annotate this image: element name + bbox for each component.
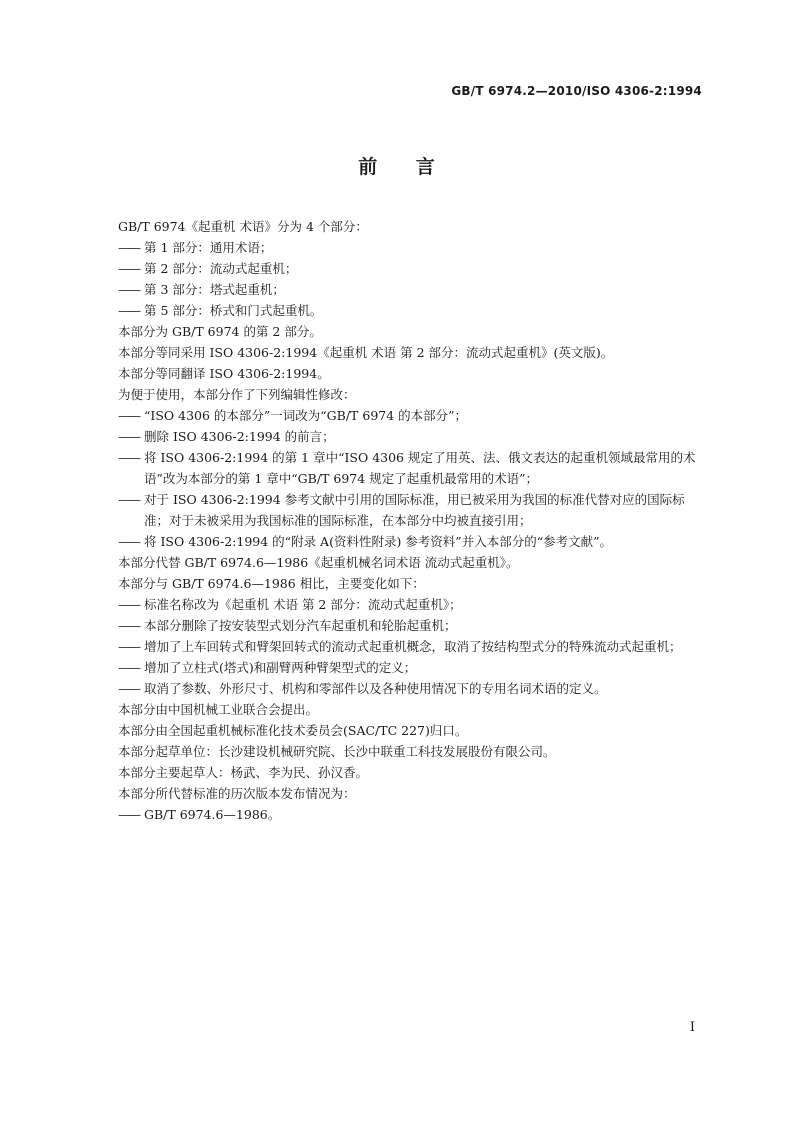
list-item-text: 第 5 部分：桥式和门式起重机。 [144,303,323,318]
dash-mark: —— [118,618,139,633]
paragraph: 本部分由全国起重机械标准化技术委员会(SAC/TC 227)归口。 [118,723,468,738]
dash-mark: —— [118,597,139,612]
list-item [118,489,708,531]
list-item-text: 将 ISO 4306-2:1994 的第 1 章中“ISO 4306 规定了用英、法、俄文表达的起重机领域最常用的术语”改为本部分的第 1 章中“GB/T 6974 规定了起重机最常用的术语”； [144,450,696,486]
list-item [118,678,708,699]
list-item-text: 增加了立柱式(塔式)和副臂两种臂架型式的定义； [144,660,417,675]
list-item-text: GB/T 6974.6—1986。 [144,807,281,822]
paragraph: 为便于使用，本部分作了下列编辑性修改： [118,387,356,402]
paragraph: 本部分为 GB/T 6974 的第 2 部分。 [118,324,322,339]
list-item [118,237,708,258]
list-item [118,447,708,489]
list-item-text: 将 ISO 4306-2:1994 的“附录 A(资料性附录) 参考资料”并入本部分的“参考文献”。 [144,534,612,549]
paragraph: 本部分代替 GB/T 6974.6—1986《起重机械名词术语 流动式起重机》。 [118,555,519,570]
paragraph: 本部分与 GB/T 6974.6—1986 相比，主要变化如下： [118,576,425,591]
list-item-text: 删除 ISO 4306-2:1994 的前言； [144,429,335,444]
list-item-text: 第 1 部分：通用术语； [144,240,273,255]
foreword-body [118,216,708,825]
dash-mark: —— [118,282,139,297]
dash-mark: —— [118,534,139,549]
page-number: I [689,1020,695,1035]
list-item [118,657,708,678]
dash-mark: —— [118,261,139,276]
list-item [118,405,708,426]
list-item-text: 标准名称改为《起重机 术语 第 2 部分：流动式起重机》； [144,597,462,612]
list-item [118,426,708,447]
dash-mark: —— [118,408,139,423]
dash-mark: —— [118,303,139,318]
list-item [118,300,708,321]
paragraph: 本部分由中国机械工业联合会提出。 [118,702,319,717]
dash-mark: —— [118,429,139,444]
paragraph: 本部分等同翻译 ISO 4306-2:1994。 [118,366,330,381]
dash-mark: —— [118,240,139,255]
list-item-text: 本部分删除了按安装型式划分汽车起重机和轮胎起重机； [144,618,457,633]
list-item-text: 对于 ISO 4306-2:1994 参考文献中引用的国际标准，用已被采用为我国的标准代替对应的国际标准；对于未被采用为我国标准的国际标准，在本部分中均被直接引用； [144,492,685,528]
list-item-text: 第 2 部分：流动式起重机； [144,261,298,276]
paragraph: 本部分主要起草人：杨武、李为民、孙汉香。 [118,765,369,780]
paragraph: GB/T 6974《起重机 术语》分为 4 个部分： [118,219,368,234]
dash-mark: —— [118,681,139,696]
dash-mark: —— [118,450,139,465]
list-item-text: 增加了上车回转式和臂架回转式的流动式起重机概念，取消了按结构型式分的特殊流动式起重机； [144,639,682,654]
paragraph: 本部分等同采用 ISO 4306-2:1994《起重机 术语 第 2 部分：流动式起重机》(英文版)。 [118,345,614,360]
dash-mark: —— [118,492,139,507]
paragraph: 本部分所代替标准的历次版本发布情况为： [118,786,356,801]
list-item [118,279,708,300]
dash-mark: —— [118,807,139,822]
list-item-text: 第 3 部分：塔式起重机； [144,282,285,297]
list-item [118,531,708,552]
list-item [118,636,708,657]
standard-code: GB/T 6974.2—2010/ISO 4306-2:1994 [451,84,702,98]
list-item-text: 取消了参数、外形尺寸、机构和零部件以及各种使用情况下的专用名词术语的定义。 [144,681,607,696]
list-item [118,594,708,615]
list-item [118,804,708,825]
dash-mark: —— [118,660,139,675]
list-item-text: “ISO 4306 的本部分”一词改为“GB/T 6974 的本部分”； [144,408,468,423]
page-title: 前 言 [358,156,436,178]
list-item [118,615,708,636]
dash-mark: —— [118,639,139,654]
list-item [118,258,708,279]
paragraph: 本部分起草单位：长沙建设机械研究院、长沙中联重工科技发展股份有限公司。 [118,744,556,759]
